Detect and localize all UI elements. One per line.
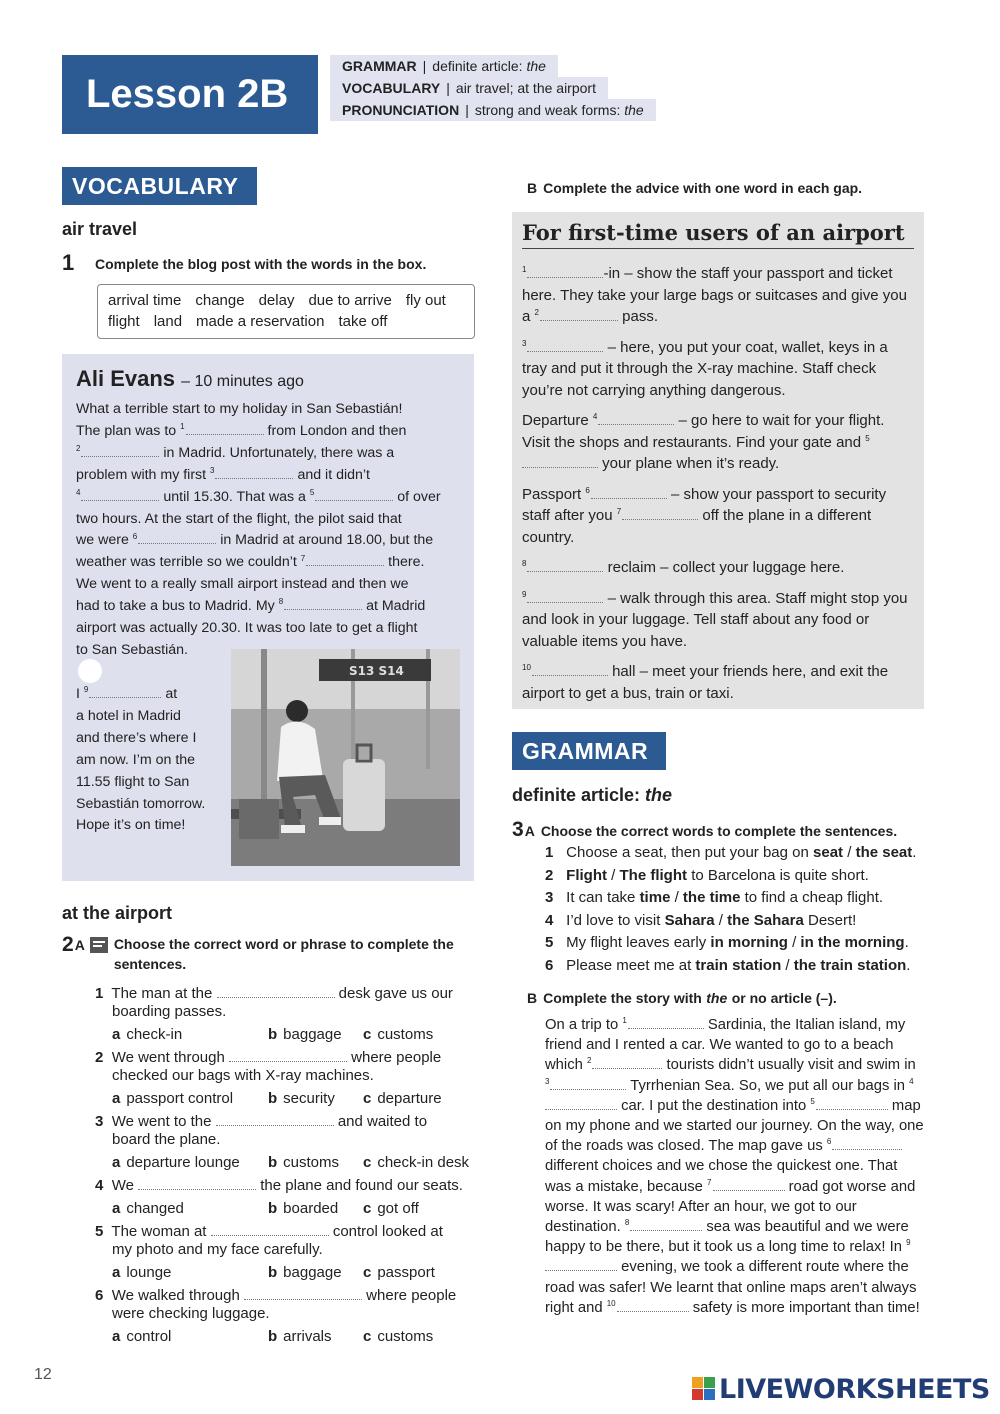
topic-grammar: GRAMMAR | definite article: the bbox=[330, 55, 558, 77]
at-the-airport-subheading: at the airport bbox=[62, 903, 173, 923]
advice-gap-6[interactable] bbox=[591, 485, 667, 499]
list-item: 3 It can take time / the time to find a cheap flight. bbox=[545, 889, 884, 906]
worksheet-icon bbox=[90, 937, 108, 953]
blog-time: – 10 minutes ago bbox=[181, 373, 304, 390]
exercise-3a-items bbox=[545, 842, 935, 977]
advice-gap-3[interactable] bbox=[527, 338, 603, 352]
answer-gap[interactable] bbox=[211, 1222, 329, 1236]
list-item: 3 We went to the and waited to bbox=[95, 1113, 428, 1130]
blog-gap-5[interactable] bbox=[315, 487, 393, 501]
choice-2[interactable]: the train station bbox=[793, 956, 907, 974]
airport-traveller-photo bbox=[231, 649, 460, 866]
word-box-item: land bbox=[153, 313, 183, 330]
options-row bbox=[95, 1328, 480, 1346]
blog-gap-4[interactable] bbox=[81, 487, 159, 501]
photo-sign-text: S13 S14 bbox=[349, 664, 404, 678]
advice-item: $^1$ -in – show the staff your passport and ticket here. They take your large bags or suitcases and give you a $^2$ pass. bbox=[522, 265, 907, 325]
word-box-item: made a reservation bbox=[196, 313, 325, 330]
choice-1[interactable]: in morning bbox=[710, 934, 788, 951]
choice-2[interactable]: The flight bbox=[619, 866, 688, 884]
grammar-heading: GRAMMAR bbox=[512, 732, 666, 770]
option-b[interactable]: b baggage bbox=[268, 1264, 342, 1281]
option-c[interactable]: c got off bbox=[363, 1200, 419, 1217]
list-item: 5 My flight leaves early in morning / in the morning. bbox=[545, 934, 909, 951]
answer-gap[interactable] bbox=[138, 1176, 256, 1190]
option-b[interactable]: b boarded bbox=[268, 1200, 339, 1217]
decorative-circle bbox=[78, 659, 102, 683]
lesson-title: Lesson 2B bbox=[62, 55, 318, 134]
list-item-cont: my photo and my face carefully. bbox=[112, 1241, 323, 1258]
advice-item: $^3$ – here, you put your coat, wallet, keys in a tray and put it through the X-ray machine. Staff check you’re not carrying anything dangerous. bbox=[522, 338, 888, 399]
story-gap-7[interactable] bbox=[713, 1177, 785, 1191]
word-box bbox=[97, 284, 475, 339]
choice-2[interactable]: the time bbox=[682, 889, 741, 906]
list-item: 6 Please meet me at train station / the train station. bbox=[545, 956, 911, 974]
advice-gap-4[interactable] bbox=[598, 411, 674, 425]
options-row bbox=[95, 1154, 480, 1172]
blog-gap-7[interactable] bbox=[306, 552, 384, 566]
choice-2[interactable]: the seat bbox=[855, 844, 913, 861]
lesson-topics bbox=[330, 55, 690, 121]
list-item: 2 We went through where people bbox=[95, 1049, 442, 1066]
word-box-item: take off bbox=[338, 313, 388, 330]
advice-item: Departure $^4$ – go here to wait for your flight. Visit the shops and restaurants. Find your gate and $^5$ your plane when it’s ready. bbox=[522, 412, 885, 472]
exercise-2-number: 2 bbox=[62, 933, 74, 956]
option-a[interactable]: a passport control bbox=[112, 1090, 234, 1107]
option-a[interactable]: a departure lounge bbox=[112, 1154, 240, 1171]
blog-text-continued: I $^9$ at a hotel in Madrid and there’s where I am now. I’m on the 11.55 flight to San Sebastián tomorrow. Hope it’s on time! bbox=[76, 685, 206, 834]
liveworksheets-logo: LIVEWORKSHEETS bbox=[692, 1374, 990, 1405]
definite-article-subheading: definite article: the bbox=[512, 785, 673, 805]
choice-2[interactable]: in the morning bbox=[800, 934, 905, 951]
story-text: On a trip to $^1$ Sardinia, the Italian island, my friend and I rented a car. We wanted to go to a beach which $^2$ tourists didn’t usually visit and swim in $^3$ Tyrrhenian Sea. So, we put all our bags in $^4$ car. I put the destination into $^5$ map on my phone and we started our journey. On the way, one of the roads was closed. The map gave us $^6$ different choices and we chose the quickest one. That was a mistake, because $^7$ road got worse and worse. It was scary! After an hour, we got to our destination. $^8$ sea was beautiful and we were happy to be there, but it took us a long time to relax! In $^9$ evening, we took a different route where the road was safer! We learnt that online maps aren’t always right and $^{10}$ safety is more important than time! bbox=[545, 1016, 924, 1316]
option-b[interactable]: b security bbox=[268, 1090, 335, 1107]
story-gap-9[interactable] bbox=[545, 1257, 617, 1271]
story-gap-1[interactable] bbox=[628, 1015, 704, 1029]
exercise-1-instruction: Complete the blog post with the words in the box. bbox=[95, 256, 427, 272]
liveworksheets-logo-icon bbox=[692, 1377, 716, 1401]
blog-post bbox=[62, 354, 474, 881]
option-c[interactable]: c departure bbox=[363, 1090, 442, 1107]
advice-gap-10[interactable] bbox=[532, 662, 608, 676]
option-a[interactable]: a lounge bbox=[112, 1264, 172, 1281]
choice-2[interactable]: the Sahara bbox=[727, 911, 804, 929]
advice-item: Passport $^6$ – show your passport to security staff after you $^7$ off the plane in a different country. bbox=[522, 485, 887, 546]
blog-text: What a terrible start to my holiday in San Sebastián! The plan was to $^1$ from London and then $^2$ in Madrid. Unfortunately, there was a problem with my first $^3$ and it didn’t $^4$ until 15.30. That was a $^5$ of over two hours. At the start of the flight, the pilot said that we were $^6$ in Madrid at around 18.00, but the weather was terrible so we couldn’t $^7$ there. We went to a really small airport instead and then we had to take a bus to Madrid. My $^8$ at Madrid airport was actually 20.30. It was too late to get a flight to San Sebastián. bbox=[76, 401, 441, 658]
advice-gap-8[interactable] bbox=[527, 558, 603, 572]
word-box-item: fly out bbox=[405, 292, 446, 309]
word-box-item: delay bbox=[258, 292, 295, 309]
list-item: 4 We the plane and found our seats. bbox=[95, 1177, 463, 1194]
answer-gap[interactable] bbox=[217, 984, 335, 998]
list-item: 1 Choose a seat, then put your bag on seat / the seat. bbox=[545, 844, 917, 861]
exercise-2a bbox=[62, 934, 474, 974]
list-item-cont: checked our bags with X-ray machines. bbox=[112, 1067, 374, 1084]
advice-gap-7[interactable] bbox=[622, 506, 698, 520]
blog-gap-1[interactable] bbox=[186, 421, 264, 435]
list-item: 2 Flight / The flight to Barcelona is quite short. bbox=[545, 866, 869, 884]
choice-1[interactable]: time bbox=[639, 889, 671, 906]
story-gap-10[interactable] bbox=[617, 1298, 689, 1312]
choice-1[interactable]: Flight bbox=[566, 866, 607, 884]
list-item: 1 The man at the desk gave us our bbox=[95, 985, 453, 1002]
photo-illustration bbox=[231, 649, 460, 866]
story-gap-2[interactable] bbox=[592, 1055, 662, 1069]
exercise-3b: B Complete the story with the or no article (–). bbox=[527, 990, 837, 1006]
blog-header bbox=[76, 366, 304, 392]
exercise-1-number: 1 bbox=[62, 250, 75, 275]
answer-gap[interactable] bbox=[229, 1048, 347, 1062]
blog-gap-8[interactable] bbox=[284, 596, 362, 610]
word-box-item: change bbox=[195, 292, 245, 309]
choice-1[interactable]: seat bbox=[813, 844, 844, 861]
option-c[interactable]: c customs bbox=[363, 1328, 434, 1345]
list-item-cont: board the plane. bbox=[112, 1131, 221, 1148]
exercise-1b: B Complete the advice with one word in each gap. bbox=[527, 180, 863, 196]
story-gap-8[interactable] bbox=[630, 1217, 702, 1231]
options-row bbox=[95, 1264, 480, 1282]
word-box-item: arrival time bbox=[108, 292, 182, 309]
list-item-cont: were checking luggage. bbox=[112, 1305, 270, 1322]
story-gap-6[interactable] bbox=[832, 1136, 902, 1150]
option-b[interactable]: b arrivals bbox=[268, 1328, 332, 1345]
list-item: 6 We walked through where people bbox=[95, 1287, 457, 1304]
option-a[interactable]: a changed bbox=[112, 1200, 184, 1217]
list-item-cont: boarding passes. bbox=[112, 1003, 227, 1020]
options-row bbox=[95, 1026, 480, 1044]
word-box-item: flight bbox=[108, 313, 140, 330]
advice-gap-9[interactable] bbox=[527, 589, 603, 603]
answer-gap[interactable] bbox=[216, 1112, 334, 1126]
word-box-item: due to arrive bbox=[308, 292, 392, 309]
advice-panel bbox=[512, 212, 924, 709]
option-c[interactable]: c check-in desk bbox=[363, 1154, 470, 1171]
advice-item: $^9$ – walk through this area. Staff might stop you and look in your luggage. Tell staff about any food or valuable items you have. bbox=[522, 589, 908, 650]
topic-pronunciation: PRONUNCIATION | strong and weak forms: the bbox=[330, 99, 656, 121]
page-number: 12 bbox=[34, 1366, 52, 1383]
blog-author: Ali Evans bbox=[76, 366, 176, 391]
story-gap-3[interactable] bbox=[550, 1076, 626, 1090]
advice-gap-5[interactable] bbox=[522, 454, 598, 468]
blog-gap-6[interactable] bbox=[138, 530, 216, 544]
option-b[interactable]: b baggage bbox=[268, 1026, 342, 1043]
story-gap-4[interactable] bbox=[545, 1096, 617, 1110]
vocabulary-heading: VOCABULARY bbox=[62, 167, 257, 205]
story-gap-5[interactable] bbox=[816, 1096, 888, 1110]
option-b[interactable]: b customs bbox=[268, 1154, 340, 1171]
list-item: 4 I’d love to visit Sahara / the Sahara Desert! bbox=[545, 911, 857, 929]
advice-item: $^{10}$ hall – meet your friends here, and exit the airport to get a bus, train or taxi. bbox=[522, 663, 889, 702]
exercise-3a: 3A Choose the correct words to complete the sentences. bbox=[512, 818, 898, 841]
blog-gap-9[interactable] bbox=[89, 684, 161, 698]
exercise-2a-instruction: Choose the correct word or phrase to complete the sentences. bbox=[113, 936, 454, 972]
air-travel-subheading: air travel bbox=[62, 219, 138, 239]
option-c[interactable]: c passport bbox=[363, 1264, 435, 1281]
advice-gap-2[interactable] bbox=[540, 307, 618, 321]
advice-item: $^8$ reclaim – collect your luggage here. bbox=[522, 559, 845, 576]
advice-title: For first-time users of an airport bbox=[522, 220, 914, 249]
options-row bbox=[95, 1090, 480, 1108]
blog-gap-3[interactable] bbox=[215, 465, 293, 479]
option-a[interactable]: a check-in bbox=[112, 1026, 183, 1043]
choice-1[interactable]: train station bbox=[695, 956, 782, 974]
advice-gap-1[interactable] bbox=[527, 264, 603, 278]
option-a[interactable]: a control bbox=[112, 1328, 172, 1345]
exercise-2a-letter: A bbox=[74, 937, 85, 953]
list-item: 5 The woman at control looked at bbox=[95, 1223, 443, 1240]
option-c[interactable]: c customs bbox=[363, 1026, 434, 1043]
exercise-2a-items bbox=[95, 984, 480, 1346]
blog-gap-2[interactable] bbox=[81, 443, 159, 457]
options-row bbox=[95, 1200, 480, 1218]
answer-gap[interactable] bbox=[244, 1286, 362, 1300]
topic-vocabulary: VOCABULARY | air travel; at the airport bbox=[330, 77, 608, 99]
choice-1[interactable]: Sahara bbox=[664, 911, 715, 929]
